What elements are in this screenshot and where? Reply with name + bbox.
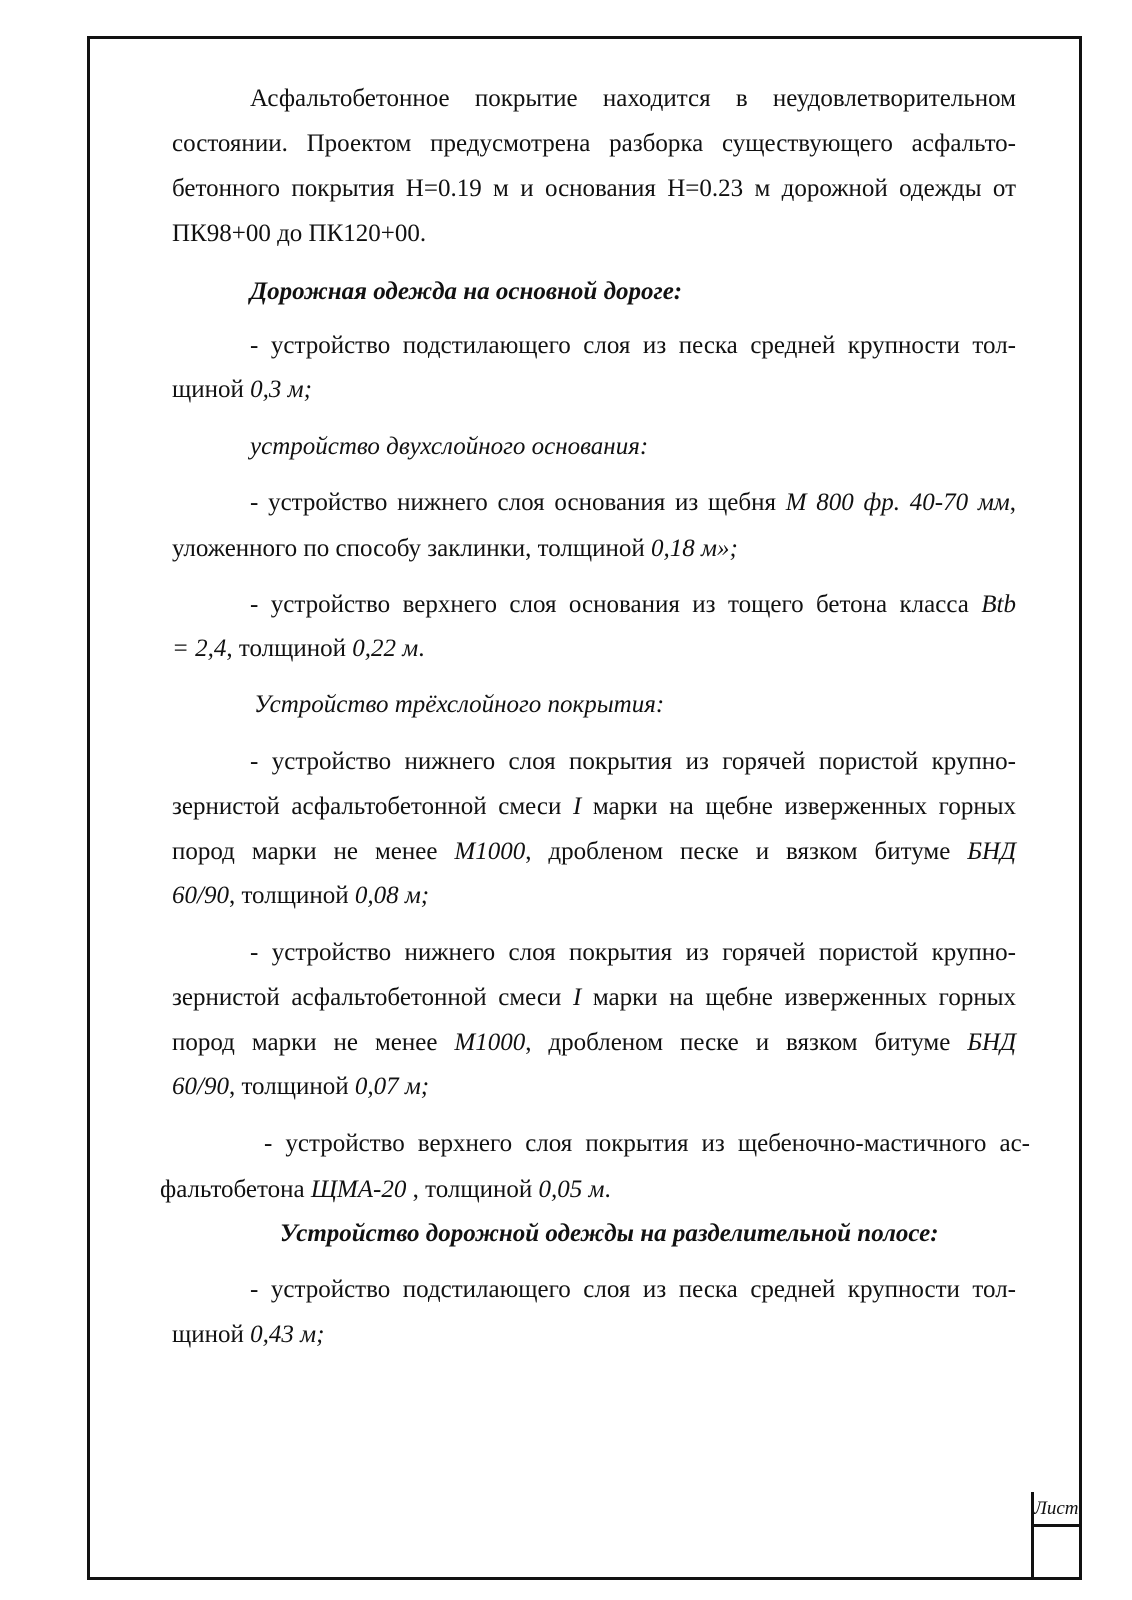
text-line: уложенного по способу заклинки, толщиной 0,18 м»; — [172, 535, 738, 562]
text-line: щиной 0,3 м; — [172, 376, 312, 403]
sheet-label: Лист — [1034, 1498, 1079, 1519]
section-heading: Дорожная одежда на основной дороге: — [250, 278, 683, 305]
section-heading: Устройство дорожной одежды на разделительной полосе: — [280, 1220, 939, 1247]
text-line: 60/90, толщиной 0,07 м; — [172, 1073, 430, 1100]
text-line: - устройство верхнего слоя основания из тощего бетона класса Btb — [250, 591, 1016, 618]
text-line: пород марки не менее М1000, дробленом песке и вязком битуме БНД — [172, 838, 1016, 865]
text-line: зернистой асфальтобетонной смеси I марки на щебне изверженных горных — [172, 793, 1016, 820]
text-line: - устройство нижнего слоя основания из щебня М 800 фр. 40-70 мм, — [250, 489, 1017, 516]
stamp-divider — [1031, 1524, 1082, 1527]
text-line: Асфальтобетонное покрытие находится в неудовлетворительном — [250, 85, 1016, 112]
subheading: устройство двухслойного основания: — [250, 433, 649, 460]
text-line: - устройство подстилающего слоя из песка средней крупности тол- — [250, 1276, 1016, 1303]
text-line: бетонного покрытия Н=0.19 м и основания Н=0.23 м дорожной одежды от — [172, 175, 1016, 202]
text-line: пород марки не менее М1000, дробленом песке и вязком битуме БНД — [172, 1029, 1016, 1056]
text-line: - устройство нижнего слоя покрытия из горячей пористой крупно- — [250, 748, 1016, 775]
subheading: Устройство трёхслойного покрытия: — [254, 691, 665, 718]
text-line: - устройство подстилающего слоя из песка средней крупности тол- — [250, 332, 1016, 359]
text-line: - устройство верхнего слоя покрытия из щебеночно-мастичного ас- — [264, 1130, 1030, 1157]
text-line: фальтобетона ЩМА-20 , толщиной 0,05 м. — [160, 1176, 611, 1203]
text-line: = 2,4, толщиной 0,22 м. — [172, 635, 425, 662]
text-line: 60/90, толщиной 0,08 м; — [172, 882, 430, 909]
text-line: зернистой асфальтобетонной смеси I марки на щебне изверженных горных — [172, 984, 1016, 1011]
text-line: ПК98+00 до ПК120+00. — [172, 220, 427, 247]
text-line: состоянии. Проектом предусмотрена разборка существующего асфальто- — [172, 130, 1016, 157]
text-line: - устройство нижнего слоя покрытия из горячей пористой крупно- — [250, 939, 1016, 966]
text-line: щиной 0,43 м; — [172, 1321, 325, 1348]
